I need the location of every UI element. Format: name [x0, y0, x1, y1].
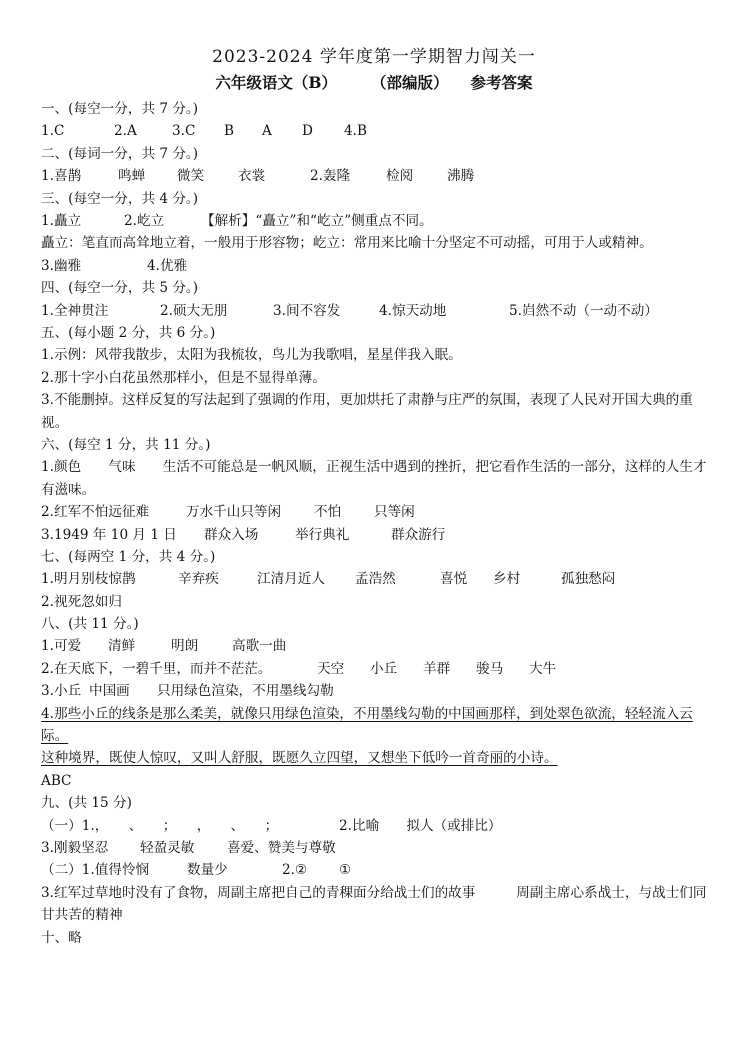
answer: 江清月近人 — [257, 571, 325, 588]
answer: 2.在天底下，一碧千里，而并不茫茫。 — [41, 660, 272, 677]
answer-body — [41, 98, 711, 949]
answer: 3.刚毅坚忍 — [41, 840, 109, 856]
section-8-answer-4: 4.那些小丘的线条是那么柔美，就像只用绿色渲染，不用墨线勾勒的中国画那样，到处翠色欲流，轻轻流入云际。 — [41, 705, 693, 745]
document-subtitle — [0, 71, 748, 93]
section-4-answers — [41, 300, 711, 322]
answer: 1.C — [41, 123, 65, 140]
section-5-answer-2: 2.那十字小白花虽然那样小，但是不显得单薄。 — [41, 369, 326, 386]
section-9-part-1 — [41, 815, 711, 837]
section-8-answer-3 — [41, 680, 711, 702]
section-1-heading: 一、(每空一分，共 7 分。) — [41, 101, 199, 117]
section-4-heading: 四、(每空一分，共 5 分。) — [41, 280, 199, 297]
section-3-line-1 — [41, 210, 711, 232]
answer: 只等闲 — [374, 504, 415, 521]
section-9-part-3 — [41, 859, 711, 881]
answer: 2.比喻 拟人（或排比） — [339, 817, 502, 834]
section-6-answer-2 — [41, 501, 711, 523]
section-8-answer-2 — [41, 658, 711, 680]
answer: 1.明月别枝惊鹊 — [41, 571, 136, 588]
answer: 喜爱、赞美与尊敬 — [227, 840, 336, 856]
answer: 孤独愁闷 — [561, 571, 616, 588]
answer: 万水千山只等闲 — [186, 504, 282, 521]
section-7-answer-2: 2.视死忽如归 — [41, 593, 122, 610]
answer: 2.② — [282, 862, 308, 879]
answer: 1.喜鹊 — [41, 168, 82, 185]
section-9-part-2 — [41, 837, 711, 859]
answer: 只用绿色渲染，不用墨线勾勒 — [157, 683, 334, 700]
section-6-answer-3 — [41, 524, 711, 546]
answer: 2.硕大无朋 — [160, 302, 228, 319]
subtitle-edition: （部编版） — [371, 73, 449, 92]
section-6-answer-1: 1.颜色 气味 生活不可能总是一帆风顺，正视生活中遇到的挫折，把它看作生活的一部分，这样的人生才有滋味。 — [41, 459, 707, 498]
answer: 乡村 — [493, 571, 521, 588]
answer: 数量少 — [187, 862, 228, 879]
answer: 羊群 — [423, 660, 451, 677]
section-5-heading: 五、(每小题 2 分，共 6 分。) — [41, 324, 216, 341]
answer: 辛弃疾 — [178, 571, 219, 588]
answer: 5.岿然不动（一动不动） — [509, 302, 658, 319]
answer: 骏马 — [476, 660, 504, 677]
answer: 群众入场 — [204, 526, 259, 543]
answer: 天空 — [317, 660, 345, 677]
answer: 轻盈灵敏 — [140, 840, 195, 856]
punctuation-answer: （一）1.， 、 ； ， 、 ； — [41, 817, 279, 834]
document-title: 2023-2024 学年度第一学期智力闯关一 — [212, 47, 536, 67]
answer: D — [302, 123, 313, 140]
subtitle-grade: 六年级语文（B） — [215, 73, 338, 92]
answer: 2.红军不怕远征难 — [41, 504, 150, 521]
answer: 4.B — [344, 123, 367, 140]
section-8-answer-1 — [41, 635, 711, 657]
section-10-heading: 十、略 — [41, 929, 82, 946]
answer: 中国画 — [89, 683, 130, 700]
section-8-heading: 八、(共 11 分。) — [41, 616, 139, 633]
answer: 3.幽雅 — [41, 257, 82, 274]
section-7-heading: 七、(每两空 1 分，共 4 分。) — [41, 548, 216, 565]
answer: 1.全神贯注 — [41, 302, 109, 319]
answer: 明朗 — [171, 638, 199, 655]
answer: 高歌一曲 — [232, 638, 287, 655]
answer: 4.优雅 — [147, 257, 188, 274]
section-5-answer-1: 1.示例：风带我散步，太阳为我梳妆，鸟儿为我歌唱，星星伴我入眠。 — [41, 347, 462, 364]
answer: 清鲜 — [108, 638, 136, 655]
answer: 2.轰隆 — [310, 168, 351, 185]
answer: ① — [339, 862, 352, 879]
section-5-answer-3: 3.不能删掉。这样反复的写法起到了强调的作用，更加烘托了肃静与庄严的氛围，表现了人民对开国大典的重视。 — [41, 392, 693, 431]
answer: 4.惊天动地 — [379, 302, 447, 319]
section-7-answer-1 — [41, 568, 711, 590]
subtitle-answers: 参考答案 — [470, 73, 533, 92]
section-9-part-4: 3.红军过草地时没有了食物，周副主席把自己的青稞面分给战士们的故事 周副主席心系战士，与战士们同甘共苦的精神 — [41, 884, 707, 924]
answer: 沸腾 — [447, 168, 475, 185]
answer: 3.间不容发 — [273, 302, 341, 319]
answer: 不怕 — [314, 504, 342, 521]
section-3-explanation: 矗立：笔直而高耸地立着，一般用于形容物；屹立：常用来比喻十分坚定不可动摇，可用于人或精神。 — [41, 235, 653, 252]
answer: 小丘 — [370, 660, 398, 677]
answer: 举行典礼 — [295, 526, 350, 543]
section-8-answer-4b: 这种境界，既使人惊叹，又叫人舒服，既愿久立四望，又想坐下低吟一首奇丽的小诗。 — [41, 750, 558, 767]
answer: 衣裳 — [238, 168, 266, 185]
answer: 微笑 — [177, 168, 205, 185]
answer: 2.A — [114, 123, 137, 140]
section-1-answers — [41, 120, 711, 142]
section-2-answers — [41, 165, 711, 187]
answer: 1.矗立 — [41, 212, 82, 229]
answer: 1.可爱 — [41, 638, 82, 655]
answer: 喜悦 — [440, 571, 468, 588]
analysis-note: 【解析】“矗立”和“屹立”侧重点不同。 — [201, 212, 433, 229]
section-3-heading: 三、(每空一分，共 4 分。) — [41, 190, 199, 207]
section-2-heading: 二、(每词一分，共 7 分。) — [41, 145, 199, 162]
answer: 鸣蝉 — [118, 168, 146, 185]
answer: B — [224, 123, 234, 140]
section-8-answer-5: ABC — [41, 772, 72, 789]
section-6-heading: 六、(每空 1 分，共 11 分。) — [41, 436, 211, 453]
section-9-heading: 九、(共 15 分) — [41, 795, 132, 812]
answer: 大牛 — [529, 660, 557, 677]
answer: 群众游行 — [391, 526, 446, 543]
answer: （二）1.值得怜悯 — [41, 862, 150, 879]
answer: 检阅 — [386, 168, 414, 185]
answer: 2.屹立 — [124, 212, 165, 229]
answer: A — [262, 123, 272, 140]
section-3-line-3 — [41, 255, 711, 277]
answer: 3.1949 年 10 月 1 日 — [41, 526, 177, 543]
answer: 3.C — [172, 123, 196, 140]
answer: 孟浩然 — [355, 571, 396, 588]
answer: 3.小丘 — [41, 683, 82, 700]
